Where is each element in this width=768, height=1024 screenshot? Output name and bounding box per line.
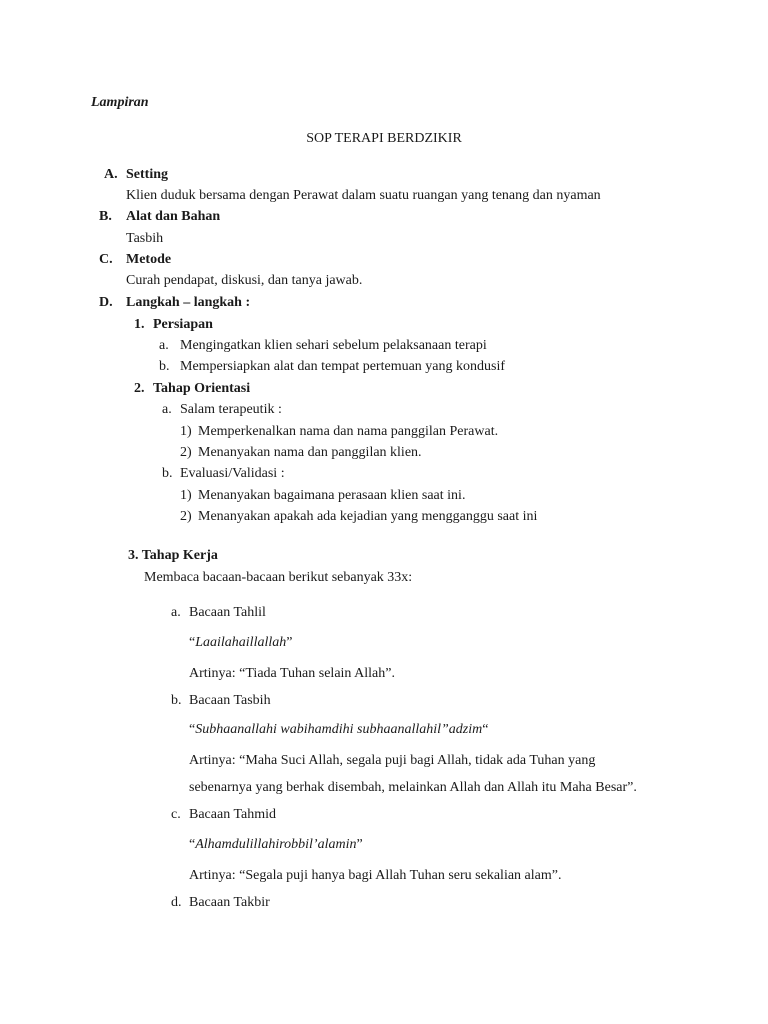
- step-2-b-sub-2-marker: 2): [180, 509, 192, 524]
- reading-b-arabic-text: Subhaanallahi wabihamdihi subhaanallahil”adzim: [195, 722, 483, 737]
- step-2-a-sub-1-text: Memperkenalkan nama dan nama panggilan Perawat.: [198, 424, 499, 439]
- close-quote: “: [482, 722, 489, 737]
- reading-c-arabic-text: Alhamdulillahirobbil’alamin: [195, 837, 357, 852]
- step-1-item-a-text: Mengingatkan klien sehari sebelum pelaksanaan terapi: [180, 338, 487, 353]
- step-2-b-sub-2-text: Menanyakan apakah ada kejadian yang mengganggu saat ini: [198, 509, 538, 524]
- reading-b-marker: b.: [171, 693, 182, 708]
- reading-c-name: Bacaan Tahmid: [189, 807, 277, 822]
- section-c-body: Curah pendapat, diskusi, dan tanya jawab.: [126, 273, 363, 288]
- reading-a-meaning: Artinya: “Tiada Tuhan selain Allah”.: [189, 666, 395, 681]
- step-2-b-sub-1-marker: 1): [180, 488, 192, 503]
- reading-d-name: Bacaan Takbir: [189, 895, 270, 910]
- step-2-number: 2.: [134, 381, 145, 396]
- reading-b-arabic: [189, 721, 488, 739]
- step-2-item-b-marker: b.: [162, 466, 173, 481]
- step-2-item-a-text: Salam terapeutik :: [180, 402, 282, 417]
- step-3-intro: Membaca bacaan-bacaan berikut sebanyak 33x:: [144, 570, 413, 585]
- section-b-heading: Alat dan Bahan: [126, 209, 221, 224]
- close-quote: ”: [356, 837, 363, 852]
- header-label: Lampiran: [91, 95, 149, 110]
- section-a-letter: A.: [104, 167, 118, 182]
- step-2-a-sub-2-marker: 2): [180, 445, 192, 460]
- step-3-heading: 3. Tahap Kerja: [128, 548, 218, 563]
- open-quote: “: [189, 722, 196, 737]
- step-2-a-sub-2-text: Menanyakan nama dan panggilan klien.: [198, 445, 422, 460]
- step-1-heading: Persiapan: [153, 317, 213, 332]
- step-1-item-b-text: Mempersiapkan alat dan tempat pertemuan yang kondusif: [180, 359, 506, 374]
- close-quote: ”: [286, 635, 293, 650]
- step-2-b-sub-1-text: Menanyakan bagaimana perasaan klien saat ini.: [198, 488, 466, 503]
- step-1-item-b-marker: b.: [159, 359, 170, 374]
- step-2-a-sub-1-marker: 1): [180, 424, 192, 439]
- section-d-letter: D.: [99, 295, 113, 310]
- reading-a-name: Bacaan Tahlil: [189, 605, 266, 620]
- section-d-heading: Langkah – langkah :: [126, 295, 251, 310]
- step-2-item-b-text: Evaluasi/Validasi :: [180, 466, 285, 481]
- reading-b-meaning-line-1: Artinya: “Maha Suci Allah, segala puji bagi Allah, tidak ada Tuhan yang: [189, 753, 596, 768]
- reading-a-arabic-text: Laailahaillallah: [195, 635, 287, 650]
- reading-a-arabic: [189, 634, 292, 652]
- section-c-heading: Metode: [126, 252, 172, 267]
- open-quote: “: [189, 635, 196, 650]
- reading-a-marker: a.: [171, 605, 181, 620]
- reading-c-marker: c.: [171, 807, 181, 822]
- section-c-letter: C.: [99, 252, 113, 267]
- reading-c-meaning: Artinya: “Segala puji hanya bagi Allah Tuhan seru sekalian alam”.: [189, 868, 562, 883]
- section-b-body: Tasbih: [126, 231, 164, 246]
- page-title: SOP TERAPI BERDZIKIR: [306, 131, 462, 146]
- reading-c-arabic: [189, 836, 363, 854]
- step-2-heading: Tahap Orientasi: [153, 381, 251, 396]
- section-a-body: Klien duduk bersama dengan Perawat dalam suatu ruangan yang tenang dan nyaman: [126, 188, 601, 203]
- section-b-letter: B.: [99, 209, 112, 224]
- section-a-heading: Setting: [126, 167, 168, 182]
- step-2-item-a-marker: a.: [162, 402, 172, 417]
- step-1-item-a-marker: a.: [159, 338, 169, 353]
- reading-b-meaning-line-2: sebenarnya yang berhak disembah, melainkan Allah dan Allah itu Maha Besar”.: [189, 780, 637, 795]
- reading-b-name: Bacaan Tasbih: [189, 693, 271, 708]
- step-1-number: 1.: [134, 317, 145, 332]
- open-quote: “: [189, 837, 196, 852]
- reading-d-marker: d.: [171, 895, 182, 910]
